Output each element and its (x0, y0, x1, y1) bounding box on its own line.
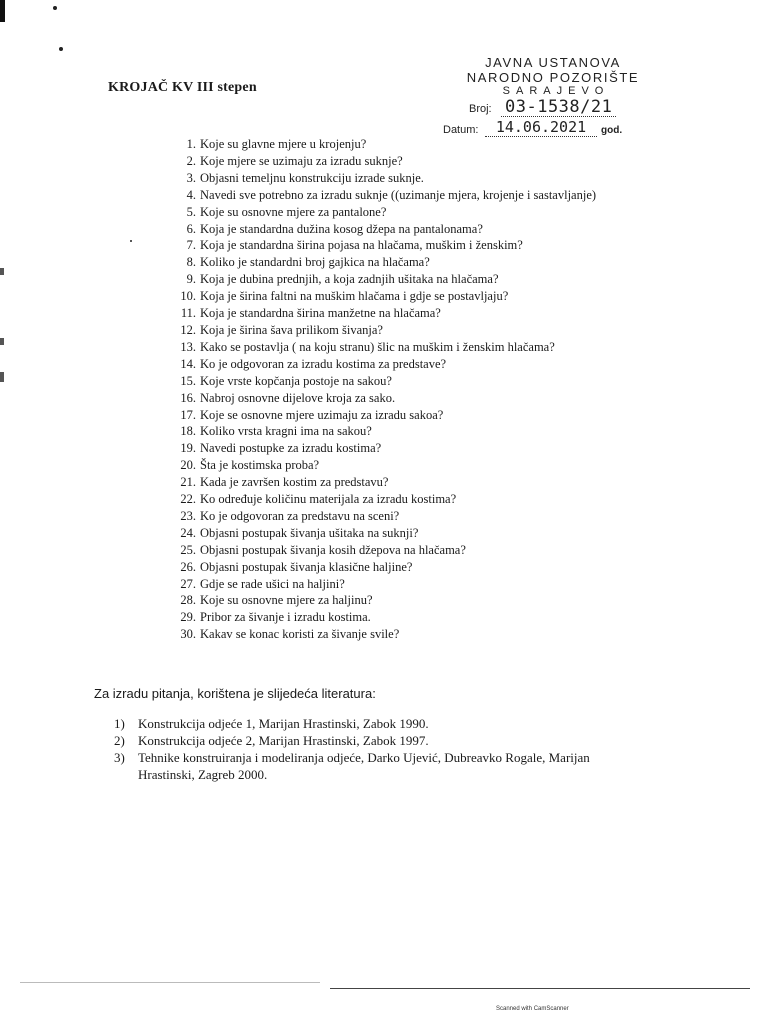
stamp-line-1: JAVNA USTANOVA (485, 55, 621, 70)
scan-speck (59, 47, 63, 51)
question-item (162, 187, 702, 204)
literature-text: Konstrukcija odjeće 2, Marijan Hrastinski, Zabok 1997. (138, 733, 429, 748)
question-item (162, 373, 702, 390)
question-text: Navedi postupke za izradu kostima? (200, 441, 382, 456)
question-number: 1. (186, 137, 196, 151)
question-item (162, 390, 702, 407)
question-item (162, 153, 702, 170)
institution-stamp (443, 55, 663, 138)
question-item (162, 440, 702, 457)
question-item (162, 288, 702, 305)
scan-speck (130, 240, 132, 242)
question-item (162, 423, 702, 440)
question-text: Kako se postavlja ( na koju stranu) šlic na muškim i ženskim hlačama? (200, 339, 555, 354)
question-text: Koje se osnovne mjere uzimaju za izradu sakoa? (200, 407, 444, 422)
question-item (162, 474, 702, 491)
question-text: Kakav se konac koristi za šivanje svile? (200, 627, 400, 642)
question-number: 3. (186, 170, 196, 185)
literature-number: 3) (114, 750, 125, 765)
question-item (162, 508, 702, 525)
literature-item (114, 749, 634, 783)
question-text: Navedi sve potrebno za izradu suknje ((uzimanje mjera, krojenje i sastavljanje) (200, 187, 597, 202)
question-item (162, 559, 702, 576)
question-text: Objasni postupak šivanja kosih džepova na hlačama? (200, 542, 466, 557)
question-number: 26. (180, 559, 196, 574)
question-text: Šta je kostimska proba? (200, 458, 320, 473)
question-number: 25. (180, 542, 196, 557)
question-text: Koliko vrsta kragni ima na sakou? (200, 424, 372, 439)
question-text: Nabroj osnovne dijelove kroja za sako. (200, 390, 396, 405)
literature-number: 1) (114, 716, 125, 731)
literature-text: Konstrukcija odjeće 1, Marijan Hrastinski, Zabok 1990. (138, 716, 429, 731)
question-text: Koja je standardna širina manžetne na hlačama? (200, 306, 441, 321)
question-text: Pribor za šivanje i izradu kostima. (200, 610, 371, 625)
question-number: 30. (180, 627, 196, 642)
question-list (162, 136, 702, 643)
question-number: 28. (180, 593, 196, 608)
question-number: 15. (180, 373, 196, 388)
question-item (162, 542, 702, 559)
question-item (162, 221, 702, 238)
stamp-line-2: NARODNO POZORIŠTE (466, 70, 640, 85)
question-number: 23. (180, 508, 196, 523)
question-item (162, 339, 702, 356)
stamp-broj-row (443, 98, 663, 118)
question-number: 5. (186, 204, 196, 219)
footer-rule (330, 988, 750, 989)
question-text: Koje su osnovne mjere za haljinu? (200, 593, 373, 608)
question-number: 27. (180, 576, 196, 591)
scan-edge-tick (0, 338, 4, 345)
question-number: 18. (180, 424, 196, 439)
stamp-datum-row (443, 118, 663, 138)
question-item (162, 525, 702, 542)
question-item (162, 626, 702, 643)
question-number: 12. (180, 322, 196, 337)
question-number: 11. (180, 306, 196, 321)
question-number: 20. (180, 458, 196, 473)
question-text: Ko je odgovoran za izradu kostima za predstave? (200, 356, 447, 371)
question-text: Koja je standardna širina pojasa na hlačama, muškim i ženskim? (200, 238, 523, 253)
question-number: 19. (180, 441, 196, 456)
question-text: Koje su osnovne mjere za pantalone? (200, 204, 387, 219)
literature-item (114, 715, 634, 732)
question-item (162, 576, 702, 593)
footer-rule-faint (20, 982, 320, 983)
stamp-line-3: SARAJEVO (502, 85, 610, 97)
question-item (162, 136, 702, 153)
question-text: Koje mjere se uzimaju za izradu suknje? (200, 153, 403, 168)
literature-item (114, 732, 634, 749)
question-text: Koja je dubina prednjih, a koja zadnjih ušitaka na hlačama? (200, 272, 499, 287)
question-text: Objasni postupak šivanja ušitaka na suknji? (200, 525, 419, 540)
scanner-watermark: Scanned with CamScanner (496, 1006, 569, 1012)
question-item (162, 204, 702, 221)
question-item (162, 170, 702, 187)
question-number: 24. (180, 525, 196, 540)
scan-edge-tick (0, 372, 4, 382)
question-number: 22. (180, 492, 196, 507)
question-item (162, 592, 702, 609)
scan-speck (53, 6, 57, 10)
question-number: 2. (186, 153, 196, 168)
question-item (162, 609, 702, 626)
question-text: Koliko je standardni broj gajkica na hlačama? (200, 255, 430, 270)
question-text: Koje vrste kopčanja postoje na sakou? (200, 373, 392, 388)
question-item (162, 356, 702, 373)
question-item (162, 457, 702, 474)
question-text: Koja je širina šava prilikom šivanja? (200, 322, 383, 337)
god-label: god. (601, 125, 623, 136)
question-item (162, 322, 702, 339)
question-number: 7. (186, 238, 196, 253)
datum-label: Datum: (443, 124, 479, 136)
datum-value: 14.06.2021 (485, 119, 597, 137)
question-text: Objasni postupak šivanja klasične haljine? (200, 559, 413, 574)
broj-label: Broj: (469, 103, 492, 115)
question-text: Ko određuje količinu materijala za izradu kostima? (200, 492, 457, 507)
question-number: 14. (180, 356, 196, 371)
question-number: 8. (186, 255, 196, 270)
question-text: Koje su glavne mjere u krojenju? (200, 137, 367, 151)
scan-edge-mark (0, 0, 5, 22)
question-number: 17. (180, 407, 196, 422)
question-number: 10. (180, 289, 196, 304)
broj-value: 03-1538/21 (501, 98, 616, 117)
question-text: Objasni temeljnu konstrukciju izrade suknje. (200, 170, 424, 185)
scan-edge-tick (0, 268, 4, 275)
question-number: 13. (180, 339, 196, 354)
question-item (162, 491, 702, 508)
question-number: 21. (180, 475, 196, 490)
literature-list (114, 715, 634, 783)
question-number: 4. (186, 187, 196, 202)
question-item (162, 407, 702, 424)
question-number: 29. (180, 610, 196, 625)
question-item (162, 237, 702, 254)
question-item (162, 254, 702, 271)
question-text: Koja je standardna dužina kosog džepa na pantalonama? (200, 221, 483, 236)
question-text: Gdje se rade ušici na haljini? (200, 576, 345, 591)
literature-text: Tehnike konstruiranja i modeliranja odjeće, Darko Ujević, Dubreavko Rogale, Marijan Hrastinski, Zagreb 2000. (138, 750, 590, 782)
question-number: 16. (180, 390, 196, 405)
question-number: 6. (186, 221, 196, 236)
literature-number: 2) (114, 733, 125, 748)
question-text: Ko je odgovoran za predstavu na sceni? (200, 508, 400, 523)
question-item (162, 305, 702, 322)
question-text: Kada je završen kostim za predstavu? (200, 475, 389, 490)
question-text: Koja je širina faltni na muškim hlačama i gdje se postavljaju? (200, 289, 509, 304)
document-title: KROJAČ KV III stepen (108, 80, 257, 95)
question-item (162, 271, 702, 288)
question-number: 9. (186, 272, 196, 287)
literature-intro: Za izradu pitanja, korištena je slijedeća literatura: (94, 686, 376, 701)
